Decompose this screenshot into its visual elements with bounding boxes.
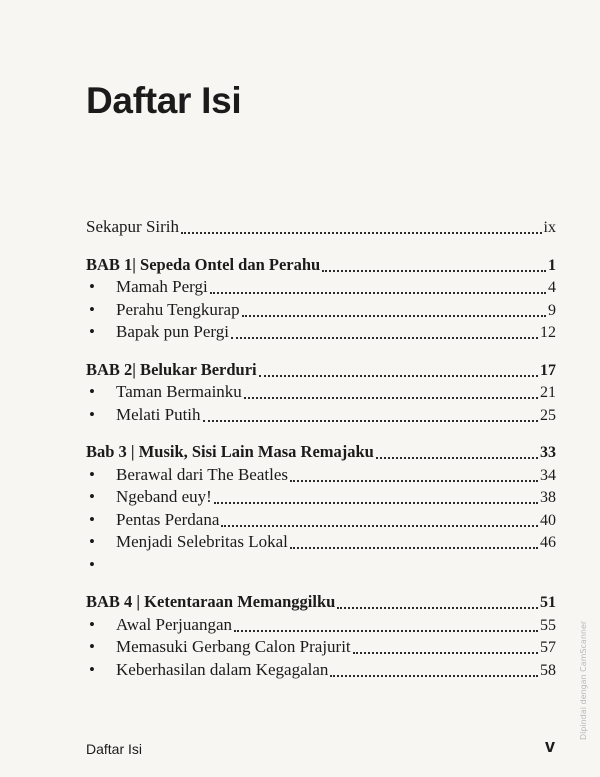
toc-entry-title: Mamah Pergi: [116, 277, 208, 296]
toc-page-number: 34: [540, 466, 556, 484]
bullet-icon: •: [89, 404, 95, 424]
toc-chapter-row: [86, 360, 556, 383]
toc-page-number: 57: [540, 639, 556, 656]
dot-leader: [203, 420, 538, 422]
dot-leader: [221, 525, 538, 527]
toc-chapter-row: [86, 592, 556, 615]
toc-entry-title: Bapak pun Pergi: [116, 322, 230, 341]
toc-entry-title: Taman Bermainku: [116, 382, 242, 401]
toc-page-number: 9: [548, 301, 556, 319]
dot-leader: [242, 315, 546, 317]
footer-page-number: v: [545, 736, 556, 756]
dot-leader: [337, 607, 538, 609]
toc-item-row: [86, 555, 556, 578]
toc-entry-title: BAB 1| Sepeda Ontel dan Perahu: [86, 254, 321, 274]
bullet-icon: •: [89, 532, 95, 551]
toc-page-number: 25: [540, 406, 556, 424]
toc-page-number: 51: [540, 594, 556, 611]
dot-leader: [181, 232, 542, 234]
dot-leader: [210, 292, 546, 294]
toc-item-row: [86, 660, 556, 683]
toc-page-number: ix: [543, 219, 556, 236]
dot-leader: [244, 397, 538, 399]
bullet-icon: •: [89, 299, 95, 319]
toc-item-row: [86, 532, 556, 555]
toc-item-row: [86, 615, 556, 638]
toc-entry-title: BAB 4 | Ketentaraan Memanggilku: [86, 592, 336, 611]
bullet-icon: •: [89, 277, 95, 296]
bullet-icon: •: [89, 464, 95, 484]
toc-item-row: [86, 510, 556, 533]
toc-page-number: 12: [540, 324, 556, 341]
toc-entry-title: Berawal dari The Beatles: [116, 464, 288, 484]
page-title: Daftar Isi: [86, 80, 242, 121]
dot-leader: [322, 270, 546, 272]
toc-page-number: 46: [540, 534, 556, 551]
toc-item-row: [86, 465, 556, 488]
dot-leader: [290, 547, 538, 549]
toc-page-number: 38: [540, 489, 556, 506]
toc-entry-title: Perahu Tengkurap: [116, 299, 240, 319]
dot-leader: [259, 375, 538, 377]
toc-chapter-row: [86, 442, 556, 465]
toc-section-row: [86, 217, 556, 240]
toc-page-number: 33: [540, 444, 556, 461]
toc-item-row: [86, 322, 556, 345]
footer-running-title: Daftar Isi: [86, 741, 143, 757]
bullet-icon: •: [89, 382, 95, 401]
toc-entry-title: Pentas Perdana: [116, 509, 220, 529]
dot-leader: [214, 502, 538, 504]
dot-leader: [290, 480, 538, 482]
toc-entry-title: Keberhasilan dalam Kegagalan: [116, 659, 329, 679]
toc-entry-title: Bab 3 | Musik, Sisi Lain Masa Remajaku: [86, 442, 374, 461]
toc-page-number: 17: [540, 361, 556, 379]
dot-leader: [330, 675, 538, 677]
toc-chapter-row: [86, 255, 556, 278]
toc-item-row: [86, 637, 556, 660]
bullet-icon: •: [89, 554, 95, 574]
dot-leader: [234, 630, 538, 632]
toc-item-row: [86, 405, 556, 428]
dot-leader: [376, 457, 538, 459]
toc-entry-title: BAB 2| Belukar Berduri: [86, 359, 257, 379]
toc-page-number: 40: [540, 511, 556, 529]
toc-item-row: [86, 277, 556, 300]
toc-entry-title: Menjadi Selebritas Lokal: [116, 532, 288, 551]
bullet-icon: •: [89, 659, 95, 679]
toc-entry-title: Memasuki Gerbang Calon Prajurit: [116, 637, 351, 656]
bullet-icon: •: [89, 509, 95, 529]
bullet-icon: •: [89, 322, 95, 341]
dot-leader: [231, 337, 538, 339]
toc-entry-title: Sekapur Sirih: [86, 217, 180, 236]
bullet-icon: •: [89, 637, 95, 656]
toc-page-number: 58: [540, 661, 556, 679]
toc-page-number: 21: [540, 384, 556, 401]
toc-page-number: 1: [548, 256, 556, 274]
toc-item-row: [86, 300, 556, 323]
toc-entry-title: Ngeband euy!: [116, 487, 212, 506]
toc-page-number: 55: [540, 616, 556, 634]
toc-entry-title: Melati Putih: [116, 404, 201, 424]
table-of-contents: [86, 217, 556, 682]
toc-item-row: [86, 382, 556, 405]
bullet-icon: •: [89, 487, 95, 506]
toc-page-number: 4: [548, 279, 556, 296]
bullet-icon: •: [89, 614, 95, 634]
scanner-watermark: Dipindai dengan CamScanner: [579, 620, 588, 740]
dot-leader: [353, 652, 538, 654]
toc-item-row: [86, 487, 556, 510]
toc-entry-title: Awal Perjuangan: [116, 614, 232, 634]
